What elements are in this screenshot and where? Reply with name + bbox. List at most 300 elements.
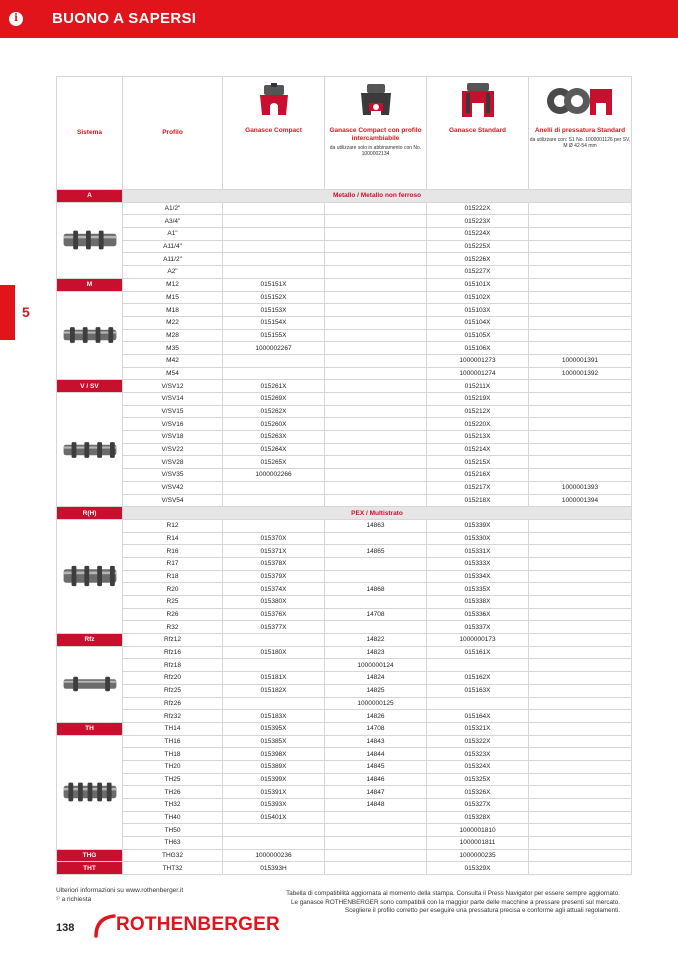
profile-cell: M28	[123, 329, 223, 342]
part-number-cell: 015211X	[427, 380, 529, 393]
part-number-cell	[325, 570, 427, 583]
part-number-cell: 015220X	[427, 418, 529, 431]
part-number-cell: 015339X	[427, 519, 529, 532]
footer-notes	[56, 886, 183, 904]
pipe-fitting-icon	[62, 439, 118, 461]
part-number-cell	[325, 418, 427, 431]
footer-more-info: Ulteriori informazioni su www.rothenberger.it	[56, 887, 184, 894]
table-row	[57, 545, 632, 558]
part-number-cell: 015399X	[223, 773, 325, 786]
profile-cell: V/SV22	[123, 443, 223, 456]
part-number-cell	[325, 342, 427, 355]
part-number-cell	[325, 862, 427, 875]
col-header-compact: Ganasce Compact	[223, 77, 325, 190]
part-number-cell: 14823	[325, 646, 427, 659]
part-number-cell: 015393H	[223, 862, 325, 875]
part-number-cell: 015374X	[223, 583, 325, 596]
part-number-cell	[325, 532, 427, 545]
jaw-compact-interchangeable-icon	[356, 81, 396, 121]
table-row	[57, 557, 632, 570]
part-number-cell: 015153X	[223, 304, 325, 317]
part-number-cell: 1000001393	[529, 481, 632, 494]
part-number-cell: 015227X	[427, 266, 529, 279]
part-number-cell	[529, 228, 632, 241]
material-label: Metallo / Metallo non ferroso	[123, 190, 632, 203]
part-number-cell: 015260X	[223, 418, 325, 431]
part-number-cell: 015322X	[427, 735, 529, 748]
part-number-cell	[223, 824, 325, 837]
part-number-cell: 015182X	[223, 684, 325, 697]
part-number-cell	[529, 735, 632, 748]
part-number-cell: 015327X	[427, 799, 529, 812]
table-row	[57, 735, 632, 748]
part-number-cell	[529, 519, 632, 532]
part-number-cell: 015164X	[427, 710, 529, 723]
part-number-cell: 015398X	[223, 748, 325, 761]
part-number-cell	[325, 266, 427, 279]
table-row	[57, 393, 632, 406]
part-number-cell	[223, 494, 325, 507]
system-header-row	[57, 278, 632, 291]
part-number-cell	[427, 697, 529, 710]
table-body	[57, 190, 632, 875]
part-number-cell: 015389X	[223, 760, 325, 773]
table-row	[57, 646, 632, 659]
part-number-cell: 015269X	[223, 393, 325, 406]
table-row	[57, 583, 632, 596]
profile-cell: TH20	[123, 760, 223, 773]
part-number-cell	[529, 431, 632, 444]
part-number-cell: 015223X	[427, 215, 529, 228]
part-number-cell	[529, 304, 632, 317]
part-number-cell: 015215X	[427, 456, 529, 469]
part-number-cell: 14846	[325, 773, 427, 786]
part-number-cell	[529, 545, 632, 558]
part-number-cell	[223, 354, 325, 367]
part-number-cell: 015102X	[427, 291, 529, 304]
table-row	[57, 418, 632, 431]
part-number-cell: 015325X	[427, 773, 529, 786]
profile-cell: R32	[123, 621, 223, 634]
table-row	[57, 304, 632, 317]
system-header-row	[57, 380, 632, 393]
part-number-cell: 1000001392	[529, 367, 632, 380]
col-header-standard: Ganasce Standard	[427, 77, 529, 190]
profile-cell: Rfz20	[123, 672, 223, 685]
profile-cell: Rfz12	[123, 634, 223, 647]
system-header-row	[57, 190, 632, 203]
system-header-row	[57, 862, 632, 875]
table-row	[57, 608, 632, 621]
table-row	[57, 786, 632, 799]
part-number-cell: 015378X	[223, 557, 325, 570]
table-row	[57, 697, 632, 710]
part-number-cell	[529, 710, 632, 723]
part-number-cell	[223, 266, 325, 279]
part-number-cell: 015379X	[223, 570, 325, 583]
part-number-cell: 14824	[325, 672, 427, 685]
footer-footnote: ¹⁾ a richiesta	[56, 896, 92, 903]
part-number-cell: 015214X	[427, 443, 529, 456]
part-number-cell	[529, 684, 632, 697]
part-number-cell	[529, 697, 632, 710]
table-row	[57, 469, 632, 482]
part-number-cell	[529, 773, 632, 786]
part-number-cell: 1000001274	[427, 367, 529, 380]
profile-cell: TH25	[123, 773, 223, 786]
table-row	[57, 596, 632, 609]
table-row	[57, 748, 632, 761]
disclaimer-line-1: Tabella di compatibilità aggiornata al momento della stampa. Consulta il Press Navigator per essere sempre aggiornato.	[286, 890, 620, 897]
part-number-cell: 015222X	[427, 202, 529, 215]
part-number-cell: 1000000173	[427, 634, 529, 647]
profile-cell: M42	[123, 354, 223, 367]
profile-cell: TH16	[123, 735, 223, 748]
part-number-cell: 14822	[325, 634, 427, 647]
profile-cell: R16	[123, 545, 223, 558]
part-number-cell	[529, 342, 632, 355]
table-row	[57, 342, 632, 355]
part-number-cell	[529, 799, 632, 812]
part-number-cell: 015395X	[223, 722, 325, 735]
profile-cell: V/SV42	[123, 481, 223, 494]
part-number-cell: 015226X	[427, 253, 529, 266]
table-row	[57, 494, 632, 507]
part-number-cell: 015338X	[427, 596, 529, 609]
part-number-cell: 015216X	[427, 469, 529, 482]
part-number-cell: 015219X	[427, 393, 529, 406]
profile-cell: Rfz25	[123, 684, 223, 697]
part-number-cell	[529, 380, 632, 393]
part-number-cell: 1000001811	[427, 837, 529, 850]
profile-cell: R20	[123, 583, 223, 596]
profile-cell: TH40	[123, 811, 223, 824]
part-number-cell: 015324X	[427, 760, 529, 773]
profile-cell: Rfz18	[123, 659, 223, 672]
system-label: THT	[57, 862, 123, 875]
part-number-cell	[529, 469, 632, 482]
part-number-cell	[529, 240, 632, 253]
part-number-cell: 1000000236	[223, 849, 325, 862]
part-number-cell	[325, 278, 427, 291]
table-row	[57, 710, 632, 723]
part-number-cell: 015391X	[223, 786, 325, 799]
system-label: A	[57, 190, 123, 203]
part-number-cell: 14865	[325, 545, 427, 558]
part-number-cell	[325, 621, 427, 634]
part-number-cell	[325, 456, 427, 469]
table-row	[57, 443, 632, 456]
part-number-cell	[529, 291, 632, 304]
part-number-cell	[529, 278, 632, 291]
table-row	[57, 811, 632, 824]
part-number-cell: 1000001394	[529, 494, 632, 507]
profile-cell: R17	[123, 557, 223, 570]
part-number-cell: 015377X	[223, 621, 325, 634]
pipe-fitting-icon	[62, 324, 118, 346]
part-number-cell	[325, 253, 427, 266]
table-row	[57, 760, 632, 773]
part-number-cell: 015335X	[427, 583, 529, 596]
part-number-cell	[325, 837, 427, 850]
part-number-cell: 015328X	[427, 811, 529, 824]
part-number-cell	[325, 316, 427, 329]
table-row	[57, 240, 632, 253]
profile-cell: V/SV15	[123, 405, 223, 418]
table-row	[57, 672, 632, 685]
part-number-cell	[223, 837, 325, 850]
table-row	[57, 367, 632, 380]
part-number-cell: 015326X	[427, 786, 529, 799]
profile-cell: M54	[123, 367, 223, 380]
profile-cell: THG32	[123, 849, 223, 862]
col-header-system: Sistema	[57, 77, 123, 190]
profile-cell: V/SV28	[123, 456, 223, 469]
table-row	[57, 354, 632, 367]
profile-cell: V/SV35	[123, 469, 223, 482]
part-number-cell	[529, 748, 632, 761]
info-icon: i	[9, 12, 23, 26]
profile-cell: A1"	[123, 228, 223, 241]
profile-cell: V/SV54	[123, 494, 223, 507]
part-number-cell: 14708	[325, 608, 427, 621]
part-number-cell	[223, 215, 325, 228]
profile-cell: R12	[123, 519, 223, 532]
part-number-cell	[325, 481, 427, 494]
part-number-cell: 015371X	[223, 545, 325, 558]
part-number-cell	[325, 380, 427, 393]
profile-cell: A3/4"	[123, 215, 223, 228]
profile-cell: THT32	[123, 862, 223, 875]
part-number-cell	[223, 519, 325, 532]
pipe-image-cell	[57, 202, 123, 278]
table-row	[57, 621, 632, 634]
press-ring-icon	[544, 81, 616, 121]
part-number-cell	[529, 849, 632, 862]
table-header	[57, 77, 632, 190]
part-number-cell: 015180X	[223, 646, 325, 659]
profile-cell: V/SV16	[123, 418, 223, 431]
part-number-cell	[529, 329, 632, 342]
header-bar	[0, 0, 678, 38]
part-number-cell	[325, 367, 427, 380]
system-label: R(H)	[57, 507, 123, 520]
table-row	[57, 773, 632, 786]
part-number-cell	[529, 760, 632, 773]
part-number-cell	[325, 291, 427, 304]
system-header-row	[57, 507, 632, 520]
part-number-cell: 015213X	[427, 431, 529, 444]
part-number-cell	[223, 481, 325, 494]
part-number-cell	[529, 659, 632, 672]
part-number-cell	[529, 532, 632, 545]
profile-cell: V/SV18	[123, 431, 223, 444]
table-row	[57, 329, 632, 342]
table-row	[57, 202, 632, 215]
part-number-cell: 14863	[325, 519, 427, 532]
pipe-fitting-icon	[62, 562, 118, 590]
part-number-cell: 015103X	[427, 304, 529, 317]
part-number-cell: 015105X	[427, 329, 529, 342]
table-row	[57, 291, 632, 304]
part-number-cell: 1000002266	[223, 469, 325, 482]
part-number-cell: 015261X	[223, 380, 325, 393]
pipe-fitting-icon	[62, 779, 118, 805]
table-row	[57, 215, 632, 228]
disclaimer-line-2: Le ganasce ROTHENBERGER sono compatibili con la maggior parte delle macchine a pressare presenti sul mercato.	[291, 898, 620, 906]
part-number-cell: 14848	[325, 799, 427, 812]
part-number-cell	[223, 253, 325, 266]
part-number-cell	[325, 215, 427, 228]
profile-cell: R14	[123, 532, 223, 545]
table-row	[57, 837, 632, 850]
part-number-cell: 015163X	[427, 684, 529, 697]
profile-cell: TH18	[123, 748, 223, 761]
table-row	[57, 570, 632, 583]
part-number-cell: 015154X	[223, 316, 325, 329]
part-number-cell: 1000000124	[325, 659, 427, 672]
jaw-standard-icon	[458, 81, 498, 121]
part-number-cell: 015151X	[223, 278, 325, 291]
profile-cell: Rfz26	[123, 697, 223, 710]
part-number-cell	[223, 697, 325, 710]
part-number-cell: 14826	[325, 710, 427, 723]
profile-cell: TH63	[123, 837, 223, 850]
part-number-cell	[325, 443, 427, 456]
part-number-cell	[529, 456, 632, 469]
page-number: 138	[56, 922, 75, 934]
part-number-cell: 14847	[325, 786, 427, 799]
part-number-cell	[223, 634, 325, 647]
part-number-cell	[325, 596, 427, 609]
table-row	[57, 684, 632, 697]
part-number-cell: 015225X	[427, 240, 529, 253]
profile-cell: A2"	[123, 266, 223, 279]
part-number-cell	[529, 621, 632, 634]
pipe-image-cell	[57, 646, 123, 722]
system-label: M	[57, 278, 123, 291]
part-number-cell	[325, 811, 427, 824]
system-label: THG	[57, 849, 123, 862]
part-number-cell	[325, 494, 427, 507]
pipe-image-cell	[57, 519, 123, 633]
part-number-cell	[529, 266, 632, 279]
part-number-cell	[427, 659, 529, 672]
part-number-cell: 1000000125	[325, 697, 427, 710]
part-number-cell	[529, 824, 632, 837]
part-number-cell	[529, 722, 632, 735]
part-number-cell: 015212X	[427, 405, 529, 418]
profile-cell: TH26	[123, 786, 223, 799]
table-row	[57, 431, 632, 444]
system-header-row	[57, 849, 632, 862]
brand-logo	[92, 912, 292, 940]
system-label: Rfz	[57, 634, 123, 647]
part-number-cell: 015329X	[427, 862, 529, 875]
part-number-cell: 14844	[325, 748, 427, 761]
chapter-number: 5	[22, 304, 30, 320]
table-row	[57, 532, 632, 545]
part-number-cell: 015162X	[427, 672, 529, 685]
profile-cell: M12	[123, 278, 223, 291]
part-number-cell	[325, 304, 427, 317]
table-row	[57, 519, 632, 532]
part-number-cell: 015321X	[427, 722, 529, 735]
part-number-cell	[529, 316, 632, 329]
part-number-cell	[223, 659, 325, 672]
part-number-cell	[325, 202, 427, 215]
part-number-cell	[325, 240, 427, 253]
part-number-cell: 14845	[325, 760, 427, 773]
pipe-image-cell	[57, 393, 123, 507]
profile-cell: M22	[123, 316, 223, 329]
part-number-cell: 015331X	[427, 545, 529, 558]
part-number-cell: 015263X	[223, 431, 325, 444]
part-number-cell: 015152X	[223, 291, 325, 304]
part-number-cell: 015333X	[427, 557, 529, 570]
chapter-tab	[0, 285, 15, 340]
system-label: TH	[57, 722, 123, 735]
profile-cell: A1/2"	[123, 202, 223, 215]
part-number-cell: 015336X	[427, 608, 529, 621]
page-title: BUONO A SAPERSI	[52, 10, 197, 27]
part-number-cell: 015337X	[427, 621, 529, 634]
part-number-cell: 015161X	[427, 646, 529, 659]
part-number-cell: 015264X	[223, 443, 325, 456]
part-number-cell: 015217X	[427, 481, 529, 494]
table-row	[57, 266, 632, 279]
part-number-cell	[529, 443, 632, 456]
part-number-cell	[529, 215, 632, 228]
part-number-cell	[325, 557, 427, 570]
table-row	[57, 481, 632, 494]
part-number-cell: 015155X	[223, 329, 325, 342]
part-number-cell: 015376X	[223, 608, 325, 621]
part-number-cell: 14825	[325, 684, 427, 697]
profile-cell: A11/4"	[123, 240, 223, 253]
profile-cell: V/SV12	[123, 380, 223, 393]
part-number-cell	[529, 786, 632, 799]
part-number-cell	[223, 202, 325, 215]
profile-cell: R26	[123, 608, 223, 621]
profile-cell: Rfz16	[123, 646, 223, 659]
part-number-cell: 015385X	[223, 735, 325, 748]
part-number-cell: 015262X	[223, 405, 325, 418]
col-header-press-rings: Anelli di pressatura Standard da utilizzare con: S1 No. 1000001126 per SV, M Ø 42-54 mm	[529, 77, 632, 190]
part-number-cell	[529, 596, 632, 609]
table-row	[57, 228, 632, 241]
part-number-cell	[325, 405, 427, 418]
part-number-cell	[529, 253, 632, 266]
part-number-cell	[529, 811, 632, 824]
system-header-row	[57, 722, 632, 735]
part-number-cell	[529, 557, 632, 570]
disclaimer-line-3: Scegliere il profilo corretto per eseguire una pressatura precisa e conforme agli attuali regolamenti.	[344, 907, 620, 914]
part-number-cell: 015183X	[223, 710, 325, 723]
part-number-cell: 015181X	[223, 672, 325, 685]
table-row	[57, 799, 632, 812]
part-number-cell: 14708	[325, 722, 427, 735]
part-number-cell	[529, 405, 632, 418]
profile-cell: TH14	[123, 722, 223, 735]
profile-cell: TH50	[123, 824, 223, 837]
compatibility-table-wrapper	[56, 76, 631, 875]
part-number-cell	[529, 202, 632, 215]
profile-cell: R25	[123, 596, 223, 609]
pipe-fitting-icon	[62, 227, 118, 253]
part-number-cell: 015380X	[223, 596, 325, 609]
part-number-cell	[325, 329, 427, 342]
